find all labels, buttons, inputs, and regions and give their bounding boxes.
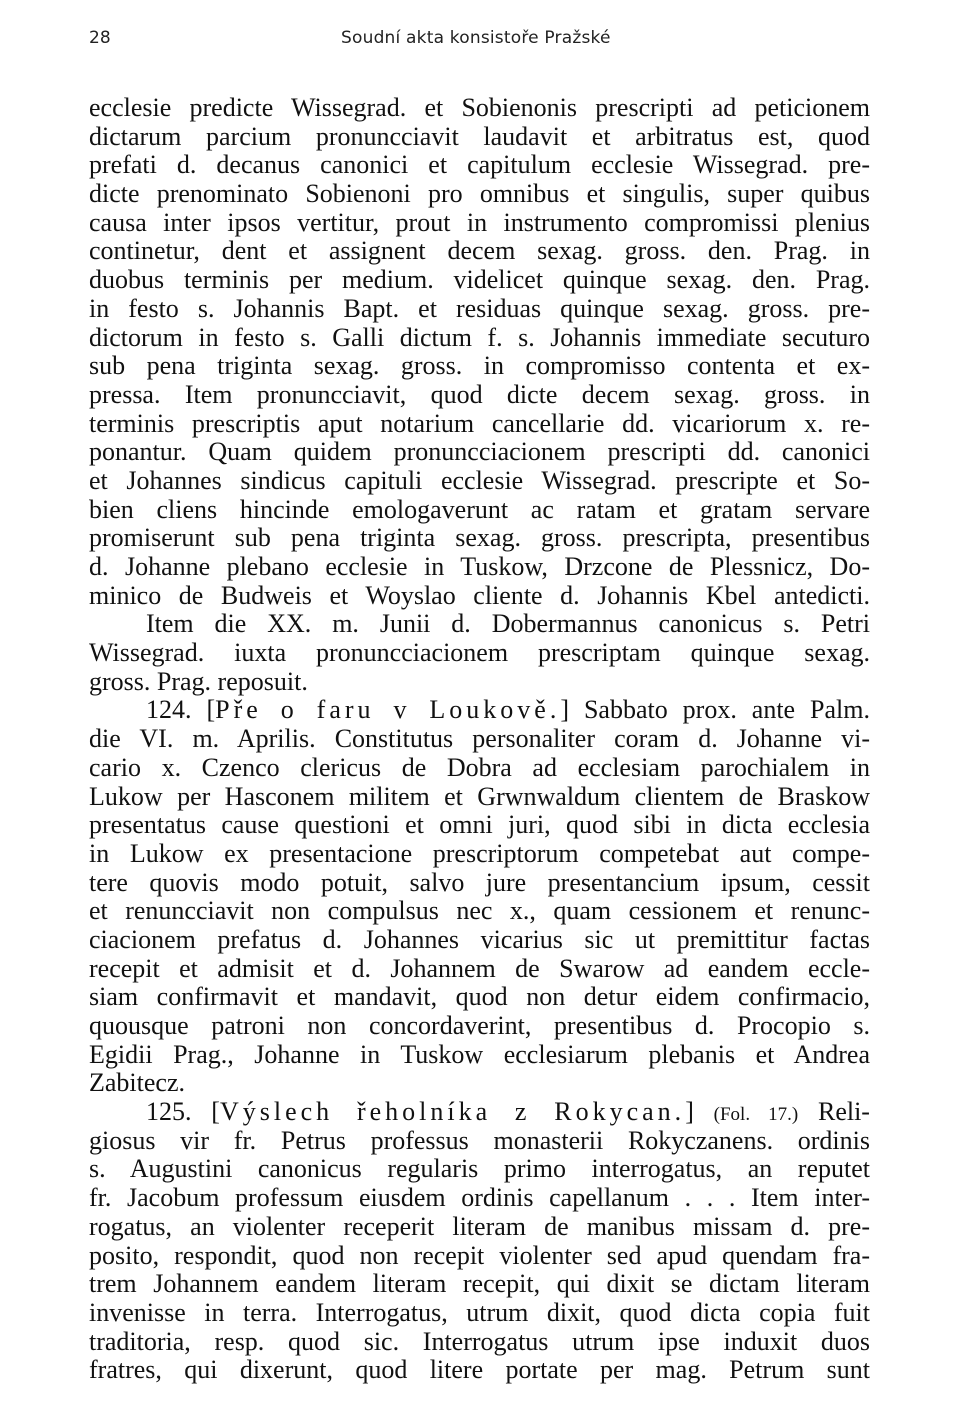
text-line: Wissegrad. iuxta pronuncciacionem prescriptam quinque sexag. xyxy=(89,638,870,668)
text-line: minico de Budweis et Woyslao cliente d. Johannis Kbel antedicti. xyxy=(89,580,870,610)
text-line: quousque patroni non concordaverint, presentibus d. Procopio s. xyxy=(89,1011,870,1040)
line-part: ] Sabbato prox. ante Palm. xyxy=(560,695,870,725)
page-header xyxy=(89,28,870,58)
text-line: in Lukow ex presentacione prescriptorum competebat aut compe- xyxy=(89,838,870,868)
text-line: promiserunt sub pena triginta sexag. gross. prescripta, presentibus xyxy=(89,523,870,553)
text-line: et renuncciavit non compulsus nec x., quam cessionem et renunc- xyxy=(89,896,870,926)
text-line: posito, respondit, quod non recepit violenter sed apud quendam fra- xyxy=(89,1240,870,1270)
text-line: d. Johanne plebano ecclesie in Tuskow, Drzcone de Plessnicz, Do- xyxy=(89,552,870,581)
text-line: fratres, qui dixerunt, quod litere portate per mag. Petrum sunt xyxy=(89,1355,870,1385)
line-part: Reli- xyxy=(798,1097,870,1127)
spaced-heading: Pře o faru v Loukově. xyxy=(215,695,561,725)
text-line: duobus terminis per medium. videlicet quinque sexag. den. Prag. xyxy=(89,265,870,295)
spaced-heading: Výslech řeholníka z Rokycan. xyxy=(219,1097,686,1127)
text-line xyxy=(89,1098,870,1127)
text-line: presentatus cause questioni et omni juri, quod sibi in dicta ecclesia xyxy=(89,810,870,840)
text-line: fr. Jacobum professum eiusdem ordinis capellanum . . . Item inter- xyxy=(89,1183,870,1213)
text-line: invenisse in terra. Interrogatus, utrum dixit, quod dicta copia fuit xyxy=(89,1297,870,1327)
text-line: bien cliens hincinde emologaverunt ac ratam et gratam servare xyxy=(89,494,870,524)
text-line: pressa. Item pronuncciavit, quod dicte decem sexag. gross. in xyxy=(89,379,870,409)
text-line: ecclesie predicte Wissegrad. et Sobienonis prescripti ad peticionem xyxy=(89,93,870,122)
line-part: ] xyxy=(685,1097,714,1127)
running-title: Soudní akta konsistoře Pražské xyxy=(341,28,611,48)
text-line: gross. Prag. reposuit. xyxy=(89,666,308,696)
text-line: prefati d. decanus canonici et capitulum ecclesie Wissegrad. pre- xyxy=(89,150,870,180)
line-part: 124. [ xyxy=(146,695,216,725)
text-line: ponantur. Quam quidem pronuncciacionem prescripti dd. canonici xyxy=(89,437,870,467)
text-line: Lukow per Hasconem militem et Grwnwaldum clientem de Braskow xyxy=(89,781,870,811)
text-line: ciacionem prefatus d. Johannes vicarius sic ut premittitur factas xyxy=(89,924,870,954)
text-line: in festo s. Johannis Bapt. et residuas quinque sexag. gross. pre- xyxy=(89,293,870,323)
text-line: tere quovis modo potuit, salvo jure presentancium ipsum, cessit xyxy=(89,867,870,897)
text-line: dictorum in festo s. Galli dictum f. s. Johannis immediate secuturo xyxy=(89,322,870,352)
text-line: giosus vir fr. Petrus professus monasterii Rokyczanens. ordinis xyxy=(89,1125,870,1155)
text-line: siam confirmavit et mandavit, quod non detur eidem confirmacio, xyxy=(89,982,870,1012)
text-line: cario x. Czenco clericus de Dobra ad ecclesiam parochialem in xyxy=(89,752,870,782)
line-part: 125. [ xyxy=(146,1097,220,1127)
text-line: Egidii Prag., Johanne in Tuskow ecclesiarum plebanis et Andrea xyxy=(89,1039,870,1069)
text-line: dicte prenominato Sobienoni pro omnibus et singulis, super quibus xyxy=(89,179,870,209)
text-line: dictarum parcium pronuncciavit laudavit et arbitratus est, quod xyxy=(89,121,870,151)
text-line: rogatus, an violenter receperit literam de manibus missam d. pre- xyxy=(89,1211,870,1241)
text-line: Zabitecz. xyxy=(89,1068,185,1098)
folio-reference: (Fol. 17.) xyxy=(713,1104,799,1126)
text-line: recepit et admisit et d. Johannem de Swarow ad eandem eccle- xyxy=(89,953,870,983)
text-line: Item die XX. m. Junii d. Dobermannus canonicus s. Petri xyxy=(146,609,870,639)
text-line: trem Johannem eandem literam recepit, qui dixit se dictam literam xyxy=(89,1269,870,1299)
text-line: continetur, dent et assignent decem sexag. gross. den. Prag. in xyxy=(89,236,870,266)
text-line: traditoria, resp. quod sic. Interrogatus utrum ipse induxit duos xyxy=(89,1326,870,1356)
text-line: terminis prescriptis aput notarium cancellarie dd. vicariorum x. re- xyxy=(89,408,870,438)
text-line: die VI. m. Aprilis. Constitutus personaliter coram d. Johanne vi- xyxy=(89,724,870,754)
document-page xyxy=(89,28,870,1385)
text-line: s. Augustini canonicus regularis primo interrogatus, an reputet xyxy=(89,1154,870,1184)
text-line: causa inter ipsos vertitur, prout in instrumento compromissi plenius xyxy=(89,207,870,237)
text-line xyxy=(89,696,870,725)
text-line: et Johannes sindicus capituli ecclesie Wissegrad. prescripte et So- xyxy=(89,465,870,495)
text-line: sub pena triginta sexag. gross. in compromisso contenta et ex- xyxy=(89,351,870,381)
document-body xyxy=(89,94,870,1385)
page-number: 28 xyxy=(89,28,111,48)
